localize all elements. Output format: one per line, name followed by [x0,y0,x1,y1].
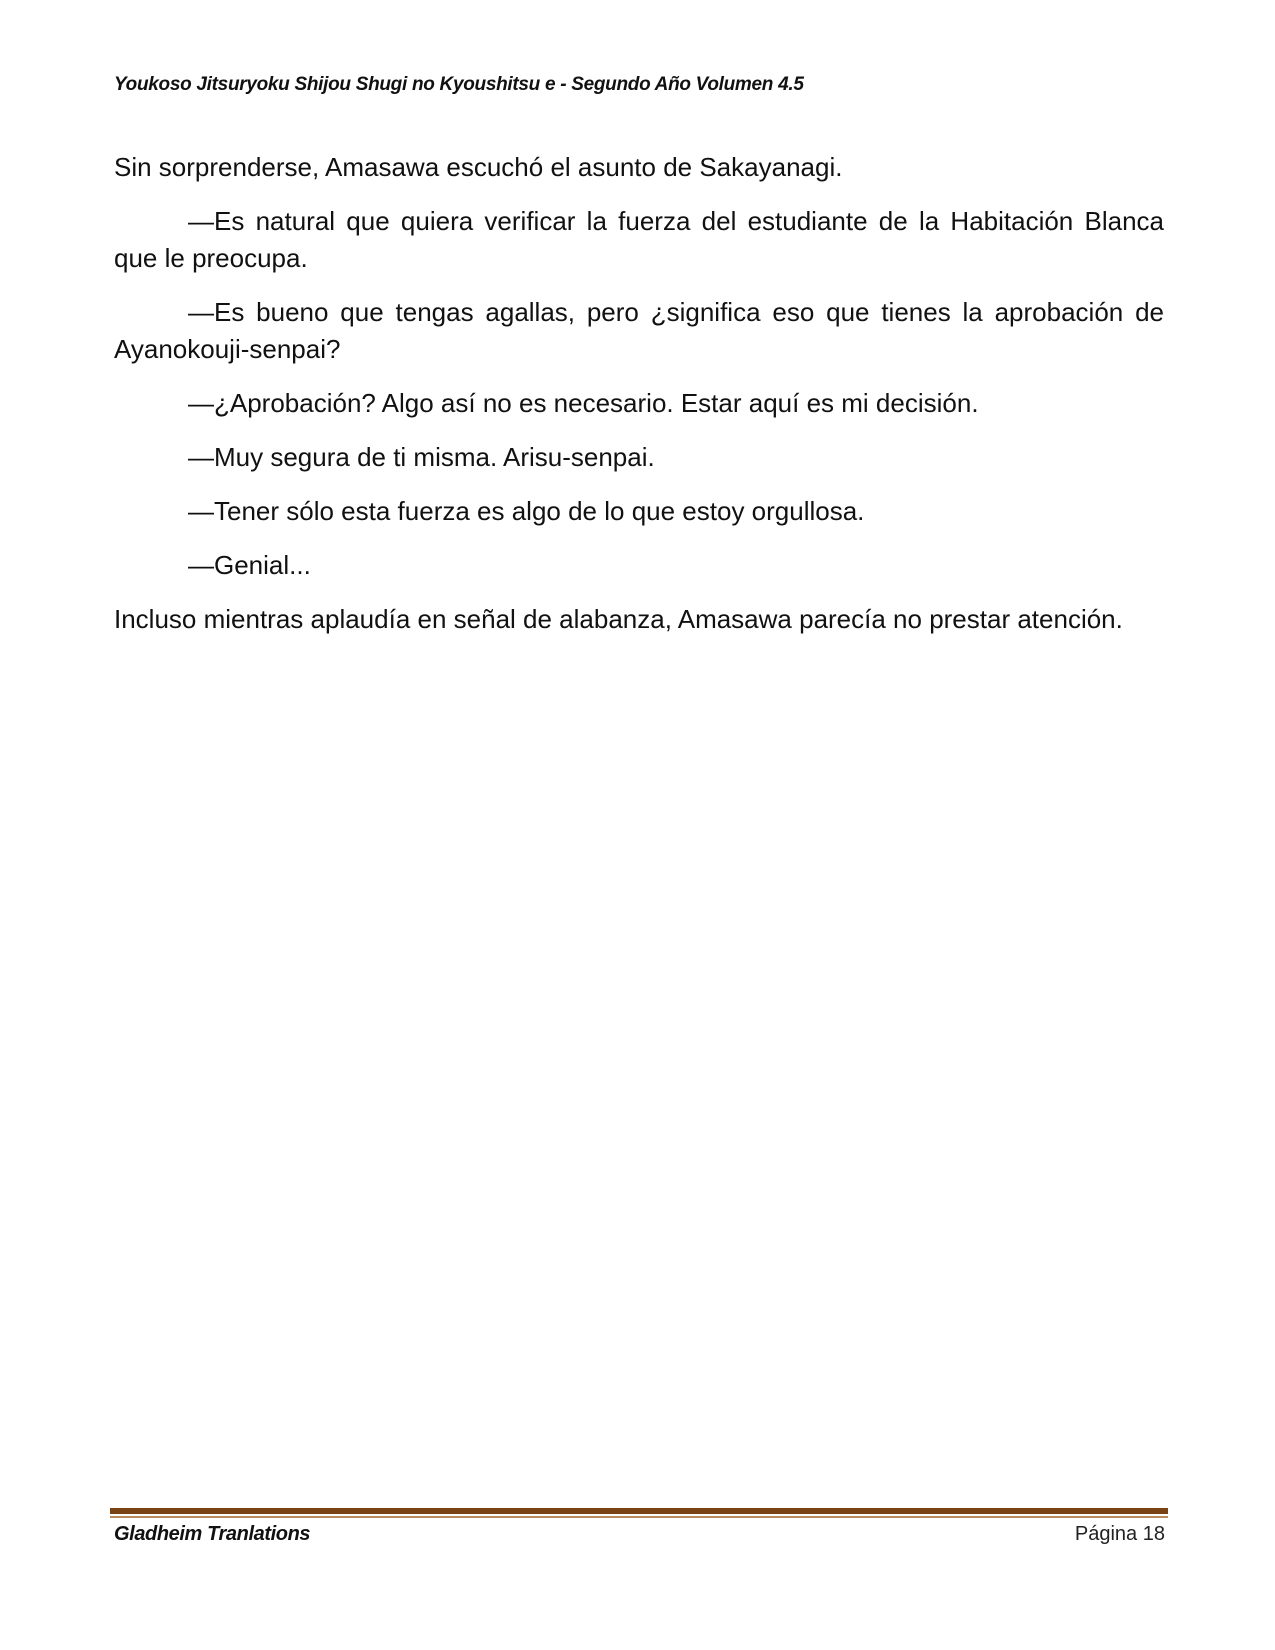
paragraph: —Es natural que quiera verificar la fuerza del estudiante de la Habitación Blanca que le preocupa. [114,206,1164,273]
paragraph: —Muy segura de ti misma. Arisu-senpai. [188,442,655,472]
footer-rule-thin [110,1516,1168,1518]
paragraph: Sin sorprenderse, Amasawa escuchó el asunto de Sakayanagi. [114,152,843,182]
footer-credit: Gladheim Tranlations [114,1523,311,1545]
paragraph: —Genial... [188,550,311,580]
footer-rule [110,1508,1168,1514]
paragraph: Incluso mientras aplaudía en señal de alabanza, Amasawa parecía no prestar atención. [114,604,1123,634]
page-label: Página [1074,1523,1138,1545]
page-number [1075,1523,1165,1546]
running-header: Youkoso Jitsuryoku Shijou Shugi no Kyoushitsu e - Segundo Año Volumen 4.5 [114,74,804,95]
paragraph: —Tener sólo esta fuerza es algo de lo que estoy orgullosa. [188,496,865,526]
paragraph: —Es bueno que tengas agallas, pero ¿significa eso que tienes la aprobación de Ayanokouji-senpai? [114,297,1164,364]
page-body [114,149,1164,655]
paragraph: —¿Aprobación? Algo así no es necesario. Estar aquí es mi decisión. [188,388,979,418]
page-number-value: 18 [1142,1523,1165,1545]
